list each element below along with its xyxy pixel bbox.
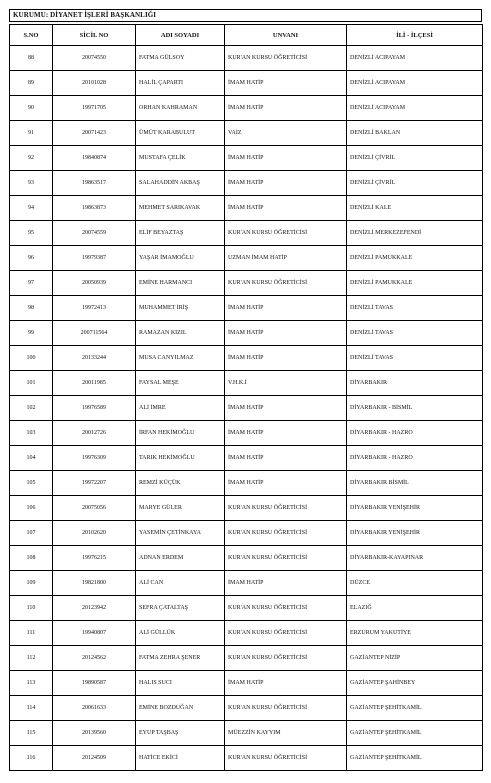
cell-title: İMAM HATİP	[225, 446, 347, 471]
cell-location: GAZİANTEP ŞEHİTKAMİL	[347, 746, 483, 771]
cell-no: 115	[10, 721, 53, 746]
cell-location: DENİZLİ ÇİVRİL	[347, 171, 483, 196]
cell-no: 102	[10, 396, 53, 421]
table-row	[10, 321, 483, 346]
cell-sicil: 19840874	[53, 146, 136, 171]
cell-location: DİYARBAKIR	[347, 371, 483, 396]
cell-sicil: 20102620	[53, 521, 136, 546]
cell-name: FAYSAL MEŞE	[136, 371, 225, 396]
cell-name: SALAHADDİN AKBAŞ	[136, 171, 225, 196]
cell-title: V.H.K.İ	[225, 371, 347, 396]
cell-location: DENİZLİ PAMUKKALE	[347, 271, 483, 296]
cell-title: KUR'AN KURSU ÖĞRETİCİSİ	[225, 696, 347, 721]
cell-title: KUR'AN KURSU ÖĞRETİCİSİ	[225, 496, 347, 521]
table-row	[10, 296, 483, 321]
cell-location: GAZİANTEP NİZİP	[347, 646, 483, 671]
cell-sicil: 19821800	[53, 571, 136, 596]
cell-title: İMAM HATİP	[225, 71, 347, 96]
cell-title: İMAM HATİP	[225, 321, 347, 346]
cell-no: 108	[10, 546, 53, 571]
table-row	[10, 721, 483, 746]
cell-name: MUSA CANYILMAZ	[136, 346, 225, 371]
cell-sicil: 200711564	[53, 321, 136, 346]
cell-sicil: 20123942	[53, 596, 136, 621]
table-row	[10, 221, 483, 246]
cell-sicil: 20124562	[53, 646, 136, 671]
cell-title: İMAM HATİP	[225, 296, 347, 321]
cell-name: EMİNE BOZDUĞAN	[136, 696, 225, 721]
cell-name: ORHAN KAHRAMAN	[136, 96, 225, 121]
cell-no: 116	[10, 746, 53, 771]
cell-location: DENİZLİ TAVAS	[347, 296, 483, 321]
table-row	[10, 571, 483, 596]
cell-name: MARYE GÜLER	[136, 496, 225, 521]
cell-name: ALİ CAN	[136, 571, 225, 596]
cell-name: EYUP TAŞBAŞ	[136, 721, 225, 746]
table-body	[10, 46, 483, 771]
cell-location: GAZİANTEP ŞAHİNBEY	[347, 671, 483, 696]
table-row	[10, 596, 483, 621]
cell-sicil: 20012726	[53, 421, 136, 446]
cell-location: DENİZLİ ACIPAYAM	[347, 96, 483, 121]
cell-name: YASEMİN ÇETİNKAYA	[136, 521, 225, 546]
cell-name: MEHMET SARIKAVAK	[136, 196, 225, 221]
cell-name: SEFRA ÇATALTAŞ	[136, 596, 225, 621]
cell-name: REMZİ KÜÇÜK	[136, 471, 225, 496]
cell-no: 91	[10, 121, 53, 146]
cell-title: KUR'AN KURSU ÖĞRETİCİSİ	[225, 746, 347, 771]
cell-title: VAİZ	[225, 121, 347, 146]
table-row	[10, 621, 483, 646]
cell-title: KUR'AN KURSU ÖĞRETİCİSİ	[225, 546, 347, 571]
cell-sicil: 20074559	[53, 221, 136, 246]
cell-no: 93	[10, 171, 53, 196]
table-row	[10, 171, 483, 196]
table-row	[10, 71, 483, 96]
table-row	[10, 346, 483, 371]
cell-no: 113	[10, 671, 53, 696]
cell-sicil: 19940807	[53, 621, 136, 646]
cell-name: HALİL ÇAPARTI	[136, 71, 225, 96]
cell-title: İMAM HATİP	[225, 671, 347, 696]
cell-location: DİYARBAKIR-KAYAPINAR	[347, 546, 483, 571]
cell-location: DİYARBAKIR YENİŞEHİR	[347, 496, 483, 521]
cell-title: İMAM HATİP	[225, 346, 347, 371]
cell-no: 106	[10, 496, 53, 521]
cell-no: 96	[10, 246, 53, 271]
table-row	[10, 421, 483, 446]
cell-no: 112	[10, 646, 53, 671]
cell-location: DİYARBAKIR BİSMİL	[347, 471, 483, 496]
cell-no: 111	[10, 621, 53, 646]
table-row	[10, 271, 483, 296]
cell-no: 97	[10, 271, 53, 296]
table-row	[10, 646, 483, 671]
cell-location: DİYARBAKIR - HAZRO	[347, 421, 483, 446]
cell-no: 99	[10, 321, 53, 346]
cell-title: İMAM HATİP	[225, 396, 347, 421]
cell-sicil: 20074550	[53, 46, 136, 71]
cell-location: ELAZIĞ	[347, 596, 483, 621]
cell-location: GAZİANTEP ŞEHİTKAMİL	[347, 721, 483, 746]
table-row	[10, 496, 483, 521]
cell-title: KUR'AN KURSU ÖĞRETİCİSİ	[225, 646, 347, 671]
cell-sicil: 20133244	[53, 346, 136, 371]
cell-no: 104	[10, 446, 53, 471]
cell-title: MÜEZZİN KAYYIM	[225, 721, 347, 746]
cell-location: DENİZLİ ACIPAYAM	[347, 71, 483, 96]
cell-name: İRFAN HEKİMOĞLU	[136, 421, 225, 446]
table-row	[10, 696, 483, 721]
cell-sicil: 19863517	[53, 171, 136, 196]
cell-location: DENİZLİ TAVAS	[347, 321, 483, 346]
cell-sicil: 20071423	[53, 121, 136, 146]
cell-title: KUR'AN KURSU ÖĞRETİCİSİ	[225, 271, 347, 296]
cell-name: HALIS SUCI	[136, 671, 225, 696]
cell-no: 100	[10, 346, 53, 371]
cell-sicil: 20075056	[53, 496, 136, 521]
table-row	[10, 96, 483, 121]
cell-sicil: 20124509	[53, 746, 136, 771]
cell-sicil: 20011985	[53, 371, 136, 396]
cell-name: EMİNE HARMANCI	[136, 271, 225, 296]
cell-sicil: 20101028	[53, 71, 136, 96]
cell-name: HATİCE EKİCİ	[136, 746, 225, 771]
table-row	[10, 521, 483, 546]
personnel-table	[9, 24, 483, 771]
cell-no: 90	[10, 96, 53, 121]
cell-location: DENİZLİ ACIPAYAM	[347, 46, 483, 71]
cell-title: İMAM HATİP	[225, 571, 347, 596]
cell-sicil: 20139560	[53, 721, 136, 746]
cell-no: 107	[10, 521, 53, 546]
cell-name: ALİ GÜLLÜK	[136, 621, 225, 646]
cell-title: İMAM HATİP	[225, 471, 347, 496]
table-row	[10, 246, 483, 271]
cell-title: KUR'AN KURSU ÖĞRETİCİSİ	[225, 521, 347, 546]
cell-sicil: 19976215	[53, 546, 136, 571]
cell-no: 88	[10, 46, 53, 71]
cell-title: KUR'AN KURSU ÖĞRETİCİSİ	[225, 46, 347, 71]
table-row	[10, 446, 483, 471]
cell-location: DENİZLİ BAKLAN	[347, 121, 483, 146]
cell-title: KUR'AN KURSU ÖĞRETİCİSİ	[225, 221, 347, 246]
cell-sicil: 20050939	[53, 271, 136, 296]
cell-no: 98	[10, 296, 53, 321]
table-row	[10, 546, 483, 571]
table-row	[10, 396, 483, 421]
cell-title: İMAM HATİP	[225, 421, 347, 446]
cell-location: DİYARBAKIR YENİŞEHİR	[347, 521, 483, 546]
column-header-sicil: SİCİL NO	[53, 25, 136, 46]
cell-location: DENİZLİ PAMUKKALE	[347, 246, 483, 271]
cell-sicil: 19863873	[53, 196, 136, 221]
cell-location: ERZURUM YAKUTİYE	[347, 621, 483, 646]
table-row	[10, 146, 483, 171]
cell-no: 103	[10, 421, 53, 446]
cell-title: İMAM HATİP	[225, 146, 347, 171]
cell-name: ÜMÜT KARABULUT	[136, 121, 225, 146]
cell-sicil: 20061633	[53, 696, 136, 721]
table-row	[10, 671, 483, 696]
table-row	[10, 196, 483, 221]
cell-title: UZMAN İMAM HATİP	[225, 246, 347, 271]
table-row	[10, 46, 483, 71]
table-row	[10, 371, 483, 396]
cell-sicil: 19979387	[53, 246, 136, 271]
cell-name: MUSTAFA ÇELİK	[136, 146, 225, 171]
cell-name: ADNAN ERDEM	[136, 546, 225, 571]
cell-location: DİYARBAKIR - BİSMİL	[347, 396, 483, 421]
cell-no: 92	[10, 146, 53, 171]
cell-sicil: 19976309	[53, 446, 136, 471]
cell-no: 89	[10, 71, 53, 96]
cell-location: GAZİANTEP ŞEHİTKAMİL	[347, 696, 483, 721]
institution-header: KURUMU: DİYANET İŞLERİ BAŞKANLIĞI	[9, 9, 482, 22]
cell-location: DENİZLİ TAVAS	[347, 346, 483, 371]
cell-name: FATMA GÜLSOY	[136, 46, 225, 71]
column-header-location: İLİ - İLÇESİ	[347, 25, 483, 46]
cell-title: KUR'AN KURSU ÖĞRETİCİSİ	[225, 621, 347, 646]
cell-name: FATMA ZEHRA ŞENER	[136, 646, 225, 671]
cell-name: MUHAMMET İRİŞ	[136, 296, 225, 321]
cell-name: TARIK HEKİMOĞLU	[136, 446, 225, 471]
cell-name: RAMAZAN KIZIL	[136, 321, 225, 346]
table-header-row	[10, 25, 483, 46]
cell-name: ALİ İMRE	[136, 396, 225, 421]
table-row	[10, 121, 483, 146]
cell-title: KUR'AN KURSU ÖĞRETİCİSİ	[225, 596, 347, 621]
cell-no: 114	[10, 696, 53, 721]
cell-no: 110	[10, 596, 53, 621]
column-header-name: ADI SOYADI	[136, 25, 225, 46]
cell-sicil: 19971705	[53, 96, 136, 121]
cell-title: İMAM HATİP	[225, 196, 347, 221]
cell-location: DÜZCE	[347, 571, 483, 596]
cell-no: 101	[10, 371, 53, 396]
table-row	[10, 471, 483, 496]
cell-no: 105	[10, 471, 53, 496]
cell-location: DENİZLİ ÇİVRİL	[347, 146, 483, 171]
cell-no: 95	[10, 221, 53, 246]
cell-sicil: 19972207	[53, 471, 136, 496]
cell-name: ELİF BEYAZTAŞ	[136, 221, 225, 246]
cell-sicil: 19972413	[53, 296, 136, 321]
cell-sicil: 19976589	[53, 396, 136, 421]
cell-name: YAŞAR İMAMOĞLU	[136, 246, 225, 271]
cell-sicil: 19890587	[53, 671, 136, 696]
table-row	[10, 746, 483, 771]
cell-title: İMAM HATİP	[225, 96, 347, 121]
cell-title: İMAM HATİP	[225, 171, 347, 196]
cell-location: DENİZLİ MERKEZEFENDİ	[347, 221, 483, 246]
column-header-title: UNVANI	[225, 25, 347, 46]
cell-location: DİYARBAKIR - HAZRO	[347, 446, 483, 471]
cell-no: 109	[10, 571, 53, 596]
column-header-no: S.NO	[10, 25, 53, 46]
cell-no: 94	[10, 196, 53, 221]
cell-location: DENİZLİ KALE	[347, 196, 483, 221]
